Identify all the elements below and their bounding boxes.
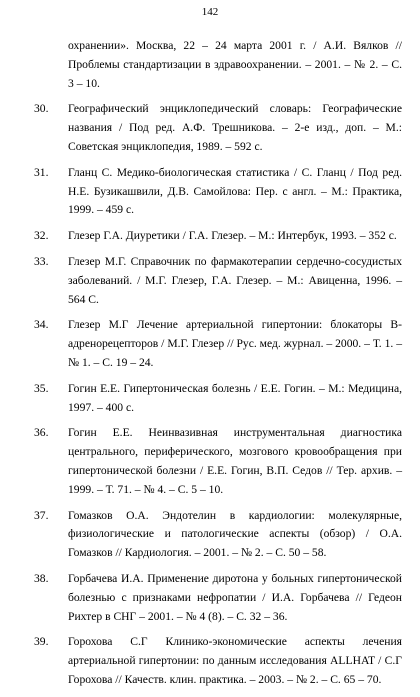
reference-number: 32. <box>34 229 49 243</box>
reference-text: Горохова С.Г Клинико-экономические аспекты лечения артериальной гипертонии: по данным исследования ALLHAT / С.Г Горохова // Качеств. клин. практика. – 2003. – № 2. – С. 65 – 70. <box>68 635 402 686</box>
reference-number: 37. <box>34 508 49 522</box>
reference-list <box>0 37 420 697</box>
reference-entry <box>0 570 420 626</box>
reference-number: 31. <box>34 165 49 179</box>
reference-number: 33. <box>34 254 49 268</box>
reference-text: Гогин Е.Е. Неинвазивная инструментальная диагностика центрального, периферического, мозгового кровообращения при гипертонической болезни / Е.Е. Гогин, В.П. Седов // Тер. архив. – 1999. – Т. 71. – № 4. – С. 5 – 10. <box>68 426 402 496</box>
reference-number: 34. <box>34 318 49 332</box>
page-number: 142 <box>201 6 219 18</box>
reference-number: 36. <box>34 426 49 440</box>
reference-entry <box>0 316 420 372</box>
reference-text: Глезер М.Г Лечение артериальной гипертонии: блокаторы В-адренорецепторов / М.Г. Глезер // Рус. мед. журнал. – 2000. – Т. 1. – № 1. – С. 19 – 24. <box>68 318 402 369</box>
reference-number: 35. <box>34 381 49 395</box>
reference-entry <box>0 227 420 246</box>
reference-entry <box>0 633 420 689</box>
reference-entry <box>0 380 420 418</box>
reference-text: Гланц С. Медико-биологическая статистика / С. Гланц / Под ред. Н.Е. Бузикашвили, Д.В. Самойлова: Пер. с англ. – М.: Практика, 1999. – 459 с. <box>68 165 402 217</box>
reference-text: Гогин Е.Е. Гипертоническая болезнь / Е.Е. Гогин. – М.: Медицина, 1997. – 400 с. <box>68 381 402 414</box>
reference-entry <box>0 164 420 220</box>
reference-continuation <box>0 37 420 93</box>
reference-number: 30. <box>34 102 49 116</box>
reference-entry <box>0 100 420 156</box>
reference-text: охранении». Москва, 22 – 24 марта 2001 г. / А.И. Вялков // Проблемы стандартизации в здравоохранении. – 2001. – № 2. – С. 3 – 10. <box>68 39 402 90</box>
reference-entry <box>0 424 420 499</box>
reference-text: Глезер М.Г. Справочник по фармакотерапии сердечно-сосудистых заболеваний. / М.Г. Глезер, Г.А. Глезер. – М.: Авиценна, 1996. – 564 С. <box>68 254 402 306</box>
reference-text: Географический энциклопедический словарь: Географические названия / Под ред. А.Ф. Трешникова. – 2-е изд., доп. – М.: Советская энциклопедия, 1989. – 592 с. <box>68 102 402 153</box>
reference-text: Горбачева И.А. Применение диротона у больных гипертонической болезнью с признаками нефропатии / И.А. Горбачева // Гедеон Рихтер в СНГ – 2001. – № 4 (8). – С. 32 – 36. <box>68 571 402 623</box>
reference-text: Глезер Г.А. Диуретики / Г.А. Глезер. – М.: Интербук, 1993. – 352 с. <box>68 229 397 243</box>
reference-text: Гомазков О.А. Эндотелин в кардиологии: молекулярные, физиологические и патологические аспекты (обзор) / О.А. Гомазков // Кардиология. – 2001. – № 2. – С. 50 – 58. <box>68 508 402 560</box>
reference-number: 38. <box>34 571 49 585</box>
reference-number: 39. <box>34 635 49 649</box>
reference-entry <box>0 507 420 563</box>
reference-entry <box>0 253 420 309</box>
